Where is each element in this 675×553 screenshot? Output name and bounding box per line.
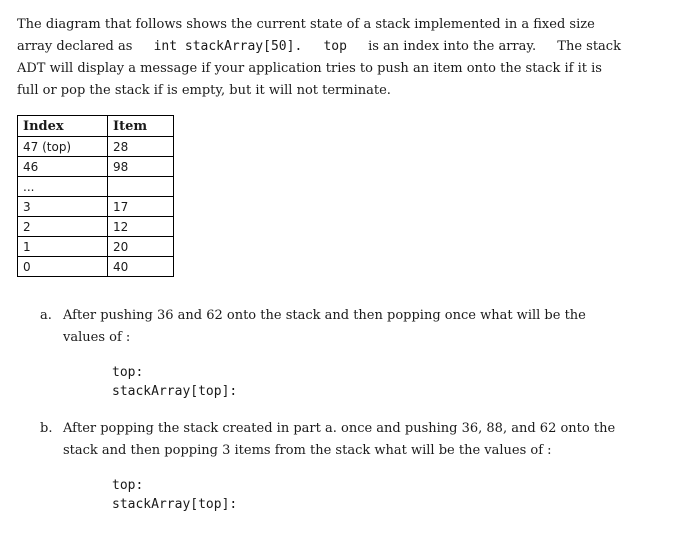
index-cell: ... — [18, 177, 108, 197]
index-cell: 3 — [18, 197, 108, 217]
table-row — [18, 157, 174, 177]
item-cell: 98 — [108, 157, 174, 177]
intro-line-2-index-text: is an index into the array. — [368, 39, 537, 54]
question-b-answers — [112, 476, 237, 514]
question-a-line-2: values of : — [63, 330, 131, 345]
stack-table — [17, 115, 174, 277]
index-cell: 47 (top) — [18, 137, 108, 157]
header-item: Item — [108, 116, 174, 137]
index-cell: 0 — [18, 257, 108, 277]
header-index: Index — [18, 116, 108, 137]
intro-line-2 — [17, 36, 621, 58]
intro-code-top: top — [323, 39, 347, 54]
question-a-answer-top: top: — [112, 365, 144, 380]
question-b-line-1: After popping the stack created in part a. once and pushing 36, 88, and 62 onto the — [63, 421, 616, 436]
index-cell: 2 — [18, 217, 108, 237]
index-cell: 46 — [18, 157, 108, 177]
table-row — [18, 237, 174, 257]
item-cell: 40 — [108, 257, 174, 277]
question-a-answers — [112, 363, 237, 401]
item-cell: 12 — [108, 217, 174, 237]
table-row — [18, 197, 174, 217]
question-a — [40, 305, 660, 405]
intro-line-3: ADT will display a message if your application tries to push an item onto the stack if it is — [17, 61, 602, 76]
question-b-label: b. — [40, 421, 53, 436]
item-cell: 20 — [108, 237, 174, 257]
table-row — [18, 217, 174, 237]
question-a-answer-value: stackArray[top]: — [112, 384, 238, 399]
intro-line-1: The diagram that follows shows the current state of a stack implemented in a fixed size — [17, 17, 595, 32]
table-row — [18, 137, 174, 157]
table-row — [18, 177, 174, 197]
question-b — [40, 418, 660, 518]
table-row — [18, 257, 174, 277]
item-cell — [108, 177, 174, 197]
intro-line-2-text: array declared as — [17, 39, 133, 54]
question-b-line-2: stack and then popping 3 items from the stack what will be the values of : — [63, 443, 552, 458]
intro-line-2-stack-text: The stack — [557, 39, 621, 54]
item-cell: 17 — [108, 197, 174, 217]
item-cell: 28 — [108, 137, 174, 157]
intro-code-declaration: int stackArray[50]. — [153, 39, 303, 54]
question-a-label: a. — [40, 308, 52, 323]
question-b-answer-top: top: — [112, 478, 144, 493]
intro-line-4: full or pop the stack if is empty, but it will not terminate. — [17, 83, 391, 98]
question-b-answer-value: stackArray[top]: — [112, 497, 238, 512]
question-a-line-1: After pushing 36 and 62 onto the stack and then popping once what will be the — [63, 308, 586, 323]
table-header-row — [18, 116, 174, 137]
index-cell: 1 — [18, 237, 108, 257]
